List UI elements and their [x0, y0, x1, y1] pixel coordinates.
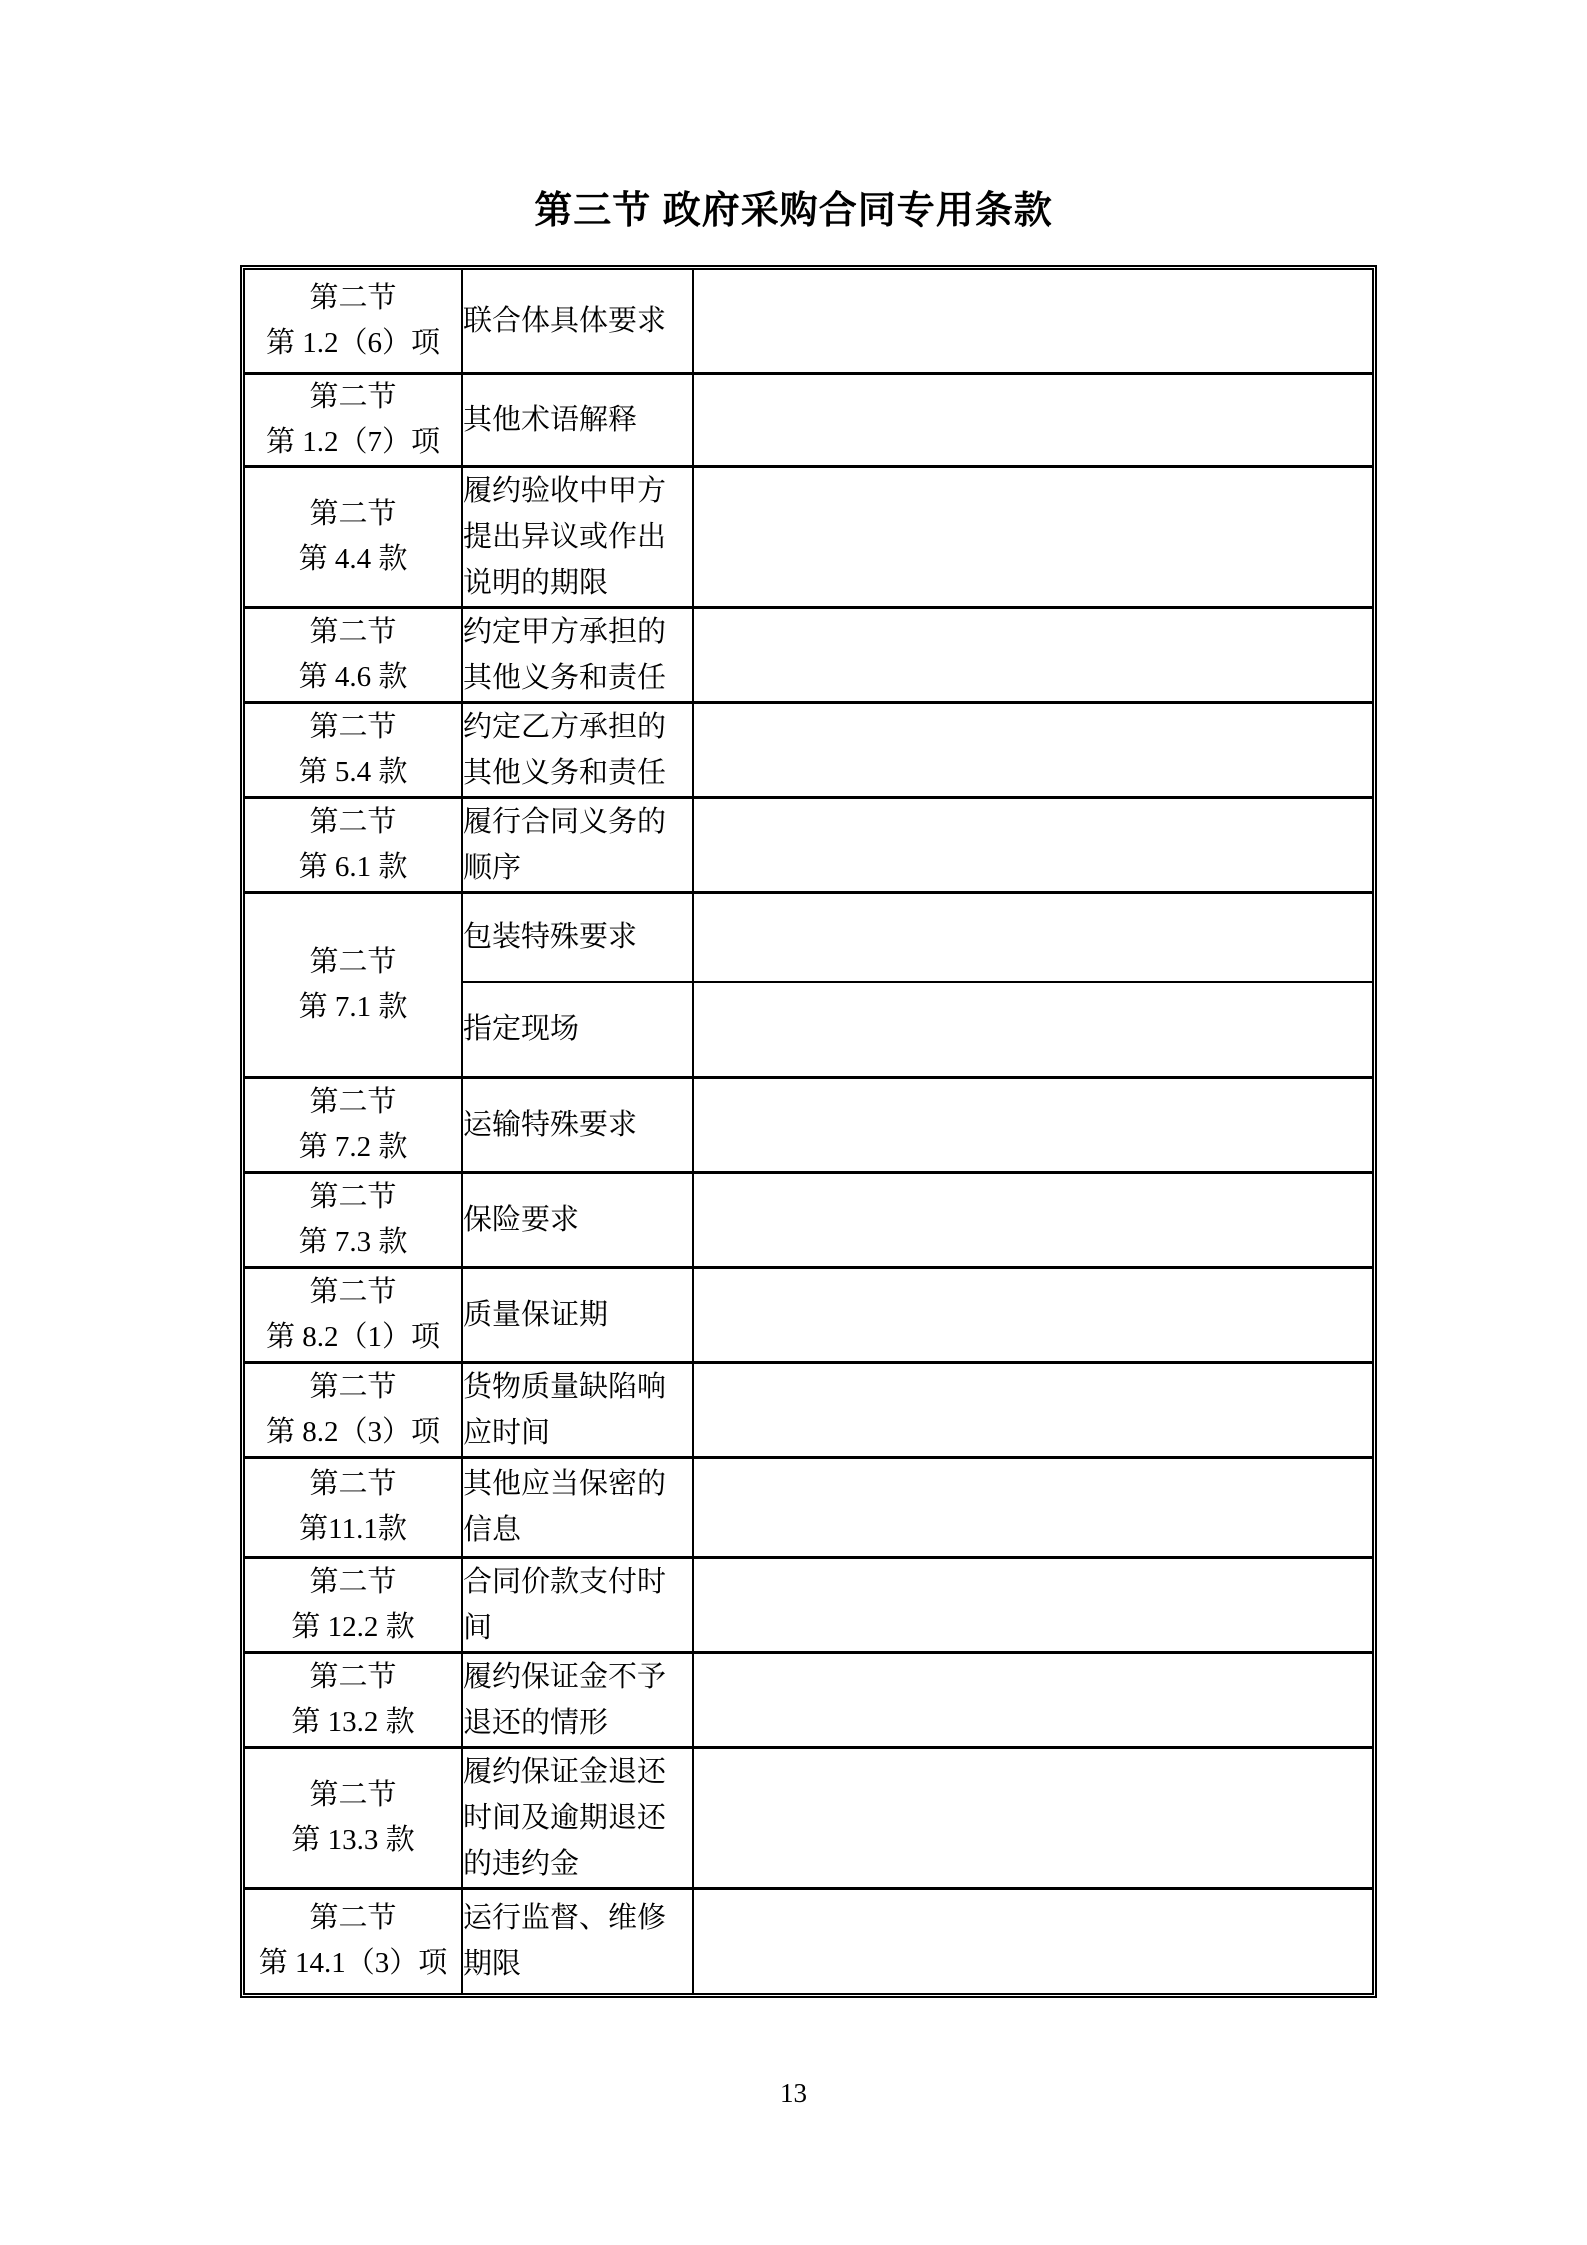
clause-ref-section: 第二节 [309, 281, 397, 314]
clause-ref-number: 第 13.3 款 [291, 1823, 415, 1856]
clause-ref-section: 第二节 [309, 945, 397, 978]
table-row [245, 466, 1372, 607]
clause-ref-cell [245, 466, 462, 607]
item-label-cell: 履约保证金不予退还的情形 [462, 1652, 693, 1747]
special-terms-table [245, 270, 1372, 1993]
clause-ref-number: 第 8.2（3）项 [265, 1415, 440, 1448]
table-row [245, 1172, 1372, 1267]
clause-ref-cell [245, 1888, 462, 1993]
clause-ref-cell [245, 1747, 462, 1888]
clause-ref-section: 第二节 [309, 805, 397, 838]
fill-in-value-cell [693, 607, 1372, 702]
table-row [245, 1267, 1372, 1362]
clause-ref-cell [245, 1652, 462, 1747]
clause-ref-section: 第二节 [309, 710, 397, 743]
clause-ref-section: 第二节 [309, 1180, 397, 1213]
item-label-cell: 其他术语解释 [462, 373, 693, 466]
fill-in-value-cell [693, 892, 1372, 982]
clause-ref-section: 第二节 [309, 615, 397, 648]
clause-ref-section: 第二节 [309, 1275, 397, 1308]
clause-ref-cell [245, 1362, 462, 1457]
clause-ref-cell [245, 797, 462, 892]
table-row [245, 607, 1372, 702]
item-label-cell: 联合体具体要求 [462, 270, 693, 373]
clause-ref-section: 第二节 [309, 380, 397, 413]
fill-in-value-cell [693, 1077, 1372, 1172]
table-row [245, 1652, 1372, 1747]
clause-ref-section: 第二节 [309, 1085, 397, 1118]
clause-ref-cell [245, 1457, 462, 1557]
fill-in-value-cell [693, 1888, 1372, 1993]
item-label-cell: 履约保证金退还时间及逾期退还的违约金 [462, 1747, 693, 1888]
clause-ref-section: 第二节 [309, 1902, 397, 1935]
item-label-cell: 指定现场 [462, 982, 693, 1077]
clause-ref-cell [245, 1557, 462, 1652]
clause-ref-number: 第 14.1（3）项 [258, 1947, 448, 1980]
table-row [245, 892, 1372, 982]
clause-ref-number: 第 5.4 款 [298, 755, 408, 788]
table-row [245, 1557, 1372, 1652]
special-terms-table-border [240, 265, 1377, 1998]
clause-ref-cell [245, 607, 462, 702]
clause-ref-cell [245, 270, 462, 373]
fill-in-value-cell [693, 1557, 1372, 1652]
fill-in-value-cell [693, 982, 1372, 1077]
table-row [245, 1747, 1372, 1888]
item-label-cell: 货物质量缺陷响应时间 [462, 1362, 693, 1457]
item-label-cell: 质量保证期 [462, 1267, 693, 1362]
clause-ref-number: 第11.1款 [299, 1513, 407, 1545]
clause-ref-section: 第二节 [309, 497, 397, 530]
fill-in-value-cell [693, 1362, 1372, 1457]
clause-ref-cell [245, 1267, 462, 1362]
fill-in-value-cell [693, 373, 1372, 466]
clause-ref-cell [245, 1077, 462, 1172]
fill-in-value-cell [693, 1172, 1372, 1267]
table-row [245, 1888, 1372, 1993]
page-title: 第三节 政府采购合同专用条款 [534, 190, 1053, 232]
clause-ref-section: 第二节 [309, 1778, 397, 1811]
fill-in-value-cell [693, 466, 1372, 607]
clause-ref-section: 第二节 [309, 1468, 397, 1500]
clause-ref-number: 第 12.2 款 [291, 1610, 415, 1643]
item-label-cell: 约定甲方承担的其他义务和责任 [462, 607, 693, 702]
fill-in-value-cell [693, 1652, 1372, 1747]
clause-ref-number: 第 7.3 款 [298, 1225, 408, 1258]
item-label-cell: 履行合同义务的顺序 [462, 797, 693, 892]
clause-ref-section: 第二节 [309, 1565, 397, 1598]
fill-in-value-cell [693, 797, 1372, 892]
clause-ref-cell [245, 892, 462, 1077]
clause-ref-number: 第 4.4 款 [298, 542, 408, 575]
item-label-cell: 履约验收中甲方提出异议或作出说明的期限 [462, 466, 693, 607]
item-label-cell: 包装特殊要求 [462, 892, 693, 982]
clause-ref-number: 第 13.2 款 [291, 1705, 415, 1738]
fill-in-value-cell [693, 702, 1372, 797]
item-label-cell: 保险要求 [462, 1172, 693, 1267]
page-number: 13 [780, 2078, 807, 2108]
fill-in-value-cell [693, 270, 1372, 373]
item-label-cell: 运行监督、维修期限 [462, 1888, 693, 1993]
item-label-cell: 合同价款支付时间 [462, 1557, 693, 1652]
fill-in-value-cell [693, 1267, 1372, 1362]
table-row [245, 270, 1372, 373]
table-row [245, 702, 1372, 797]
clause-ref-number: 第 4.6 款 [298, 660, 408, 693]
table-row [245, 1457, 1372, 1557]
clause-ref-number: 第 1.2（6）项 [265, 326, 440, 359]
clause-ref-section: 第二节 [309, 1660, 397, 1693]
table-row [245, 797, 1372, 892]
clause-ref-section: 第二节 [309, 1370, 397, 1403]
item-label-cell: 其他应当保密的信息 [462, 1457, 693, 1557]
table-row [245, 373, 1372, 466]
item-label-cell: 运输特殊要求 [462, 1077, 693, 1172]
fill-in-value-cell [693, 1747, 1372, 1888]
table-row [245, 1077, 1372, 1172]
table-body [245, 270, 1372, 1993]
table-row [245, 1362, 1372, 1457]
clause-ref-cell [245, 702, 462, 797]
clause-ref-number: 第 7.1 款 [298, 990, 408, 1023]
clause-ref-number: 第 1.2（7）项 [265, 425, 440, 458]
item-label-cell: 约定乙方承担的其他义务和责任 [462, 702, 693, 797]
clause-ref-number: 第 7.2 款 [298, 1130, 408, 1163]
clause-ref-number: 第 8.2（1）项 [265, 1320, 440, 1353]
clause-ref-cell [245, 373, 462, 466]
fill-in-value-cell [693, 1457, 1372, 1557]
clause-ref-number: 第 6.1 款 [298, 850, 408, 883]
clause-ref-cell [245, 1172, 462, 1267]
